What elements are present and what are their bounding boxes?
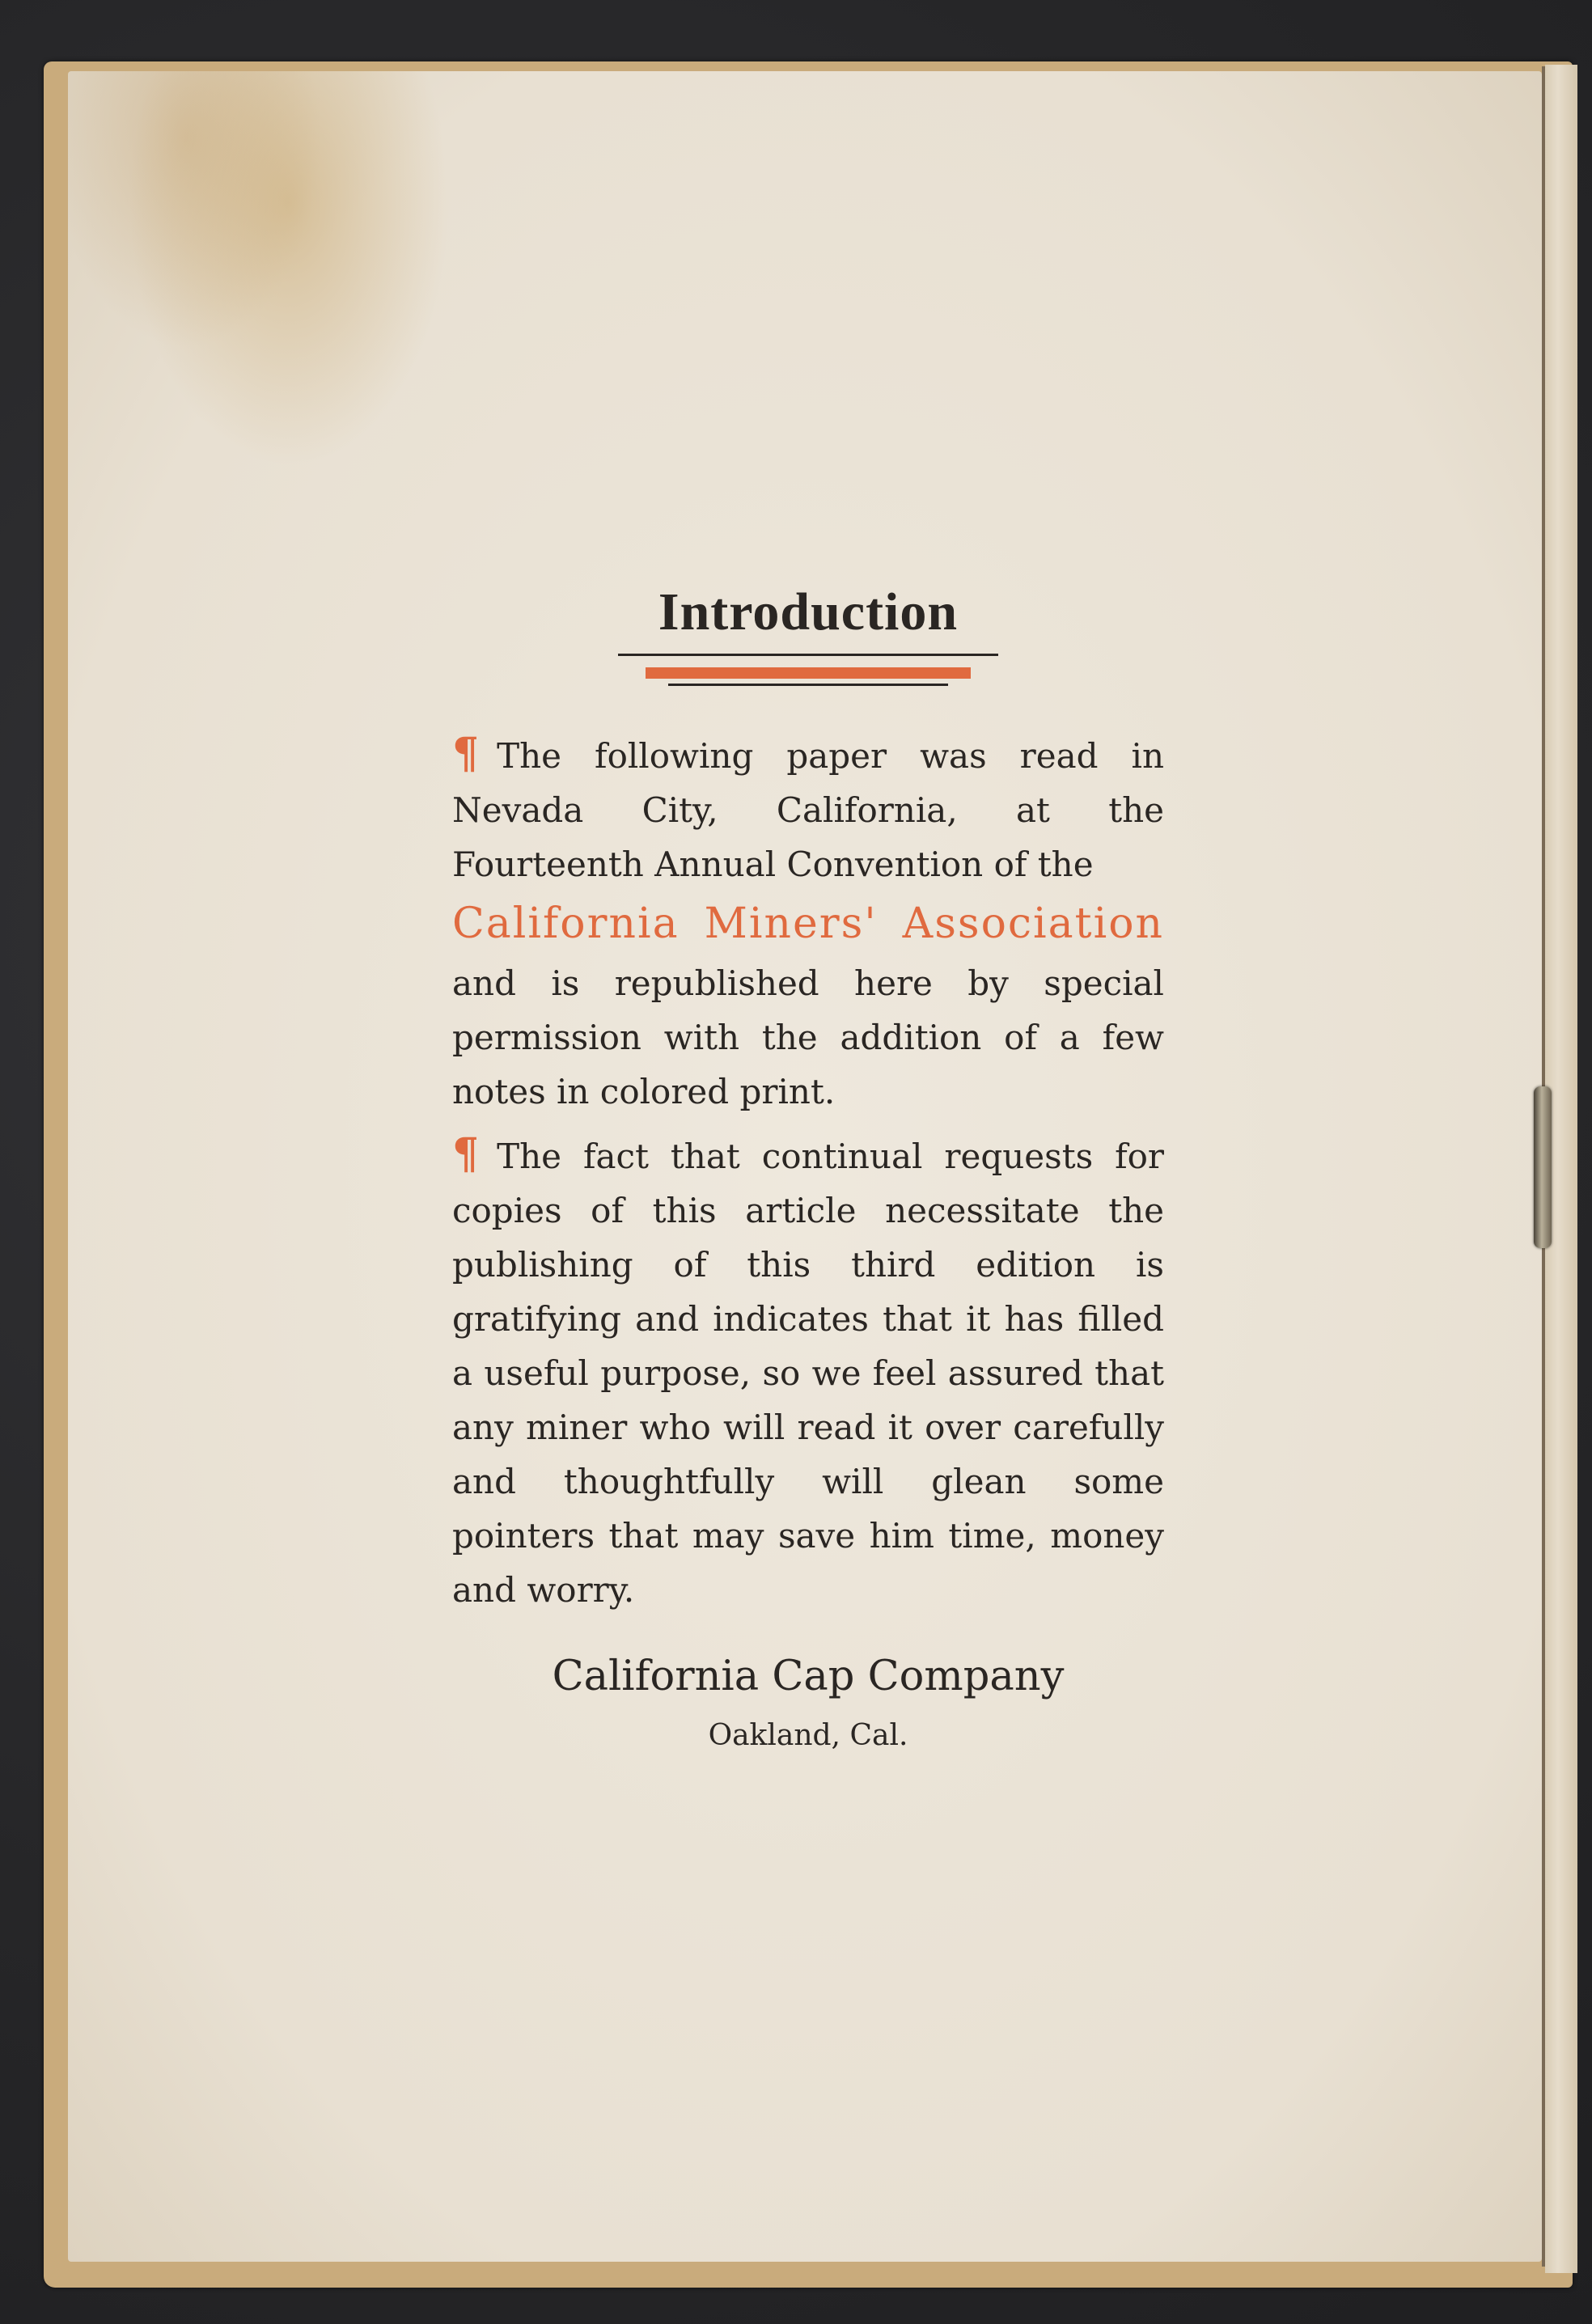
pilcrow-icon: ¶ [452, 729, 480, 778]
page-content [452, 566, 1164, 1750]
intro-paragraph-2 [452, 1127, 1164, 1617]
title-rule-accent [646, 667, 971, 679]
paragraph-1-text-before: The following paper was read in Nevada City, California, at the Fourteenth Annual Convention of the [452, 736, 1164, 884]
page-title: Introduction [658, 582, 959, 641]
company-signature: California Cap Company [552, 1653, 1065, 1700]
paragraph-2-text: The fact that continual requests for copies of this article necessitate the publishing of this third edition is gratifying and indicates that it has filled a useful purpose, so we feel assured that any miner who will read it over carefully and thoughtfully will glean some pointers that may save him time, money and worry. [452, 1137, 1164, 1610]
binding-staple [1534, 1086, 1552, 1248]
company-location: Oakland, Cal. [708, 1719, 908, 1752]
pilcrow-icon: ¶ [452, 1129, 480, 1179]
association-name-highlight: California Miners' Association [452, 900, 1164, 948]
intro-paragraph-1 [452, 726, 1164, 1119]
title-rule-bottom [668, 684, 948, 686]
paragraph-1-text-after: and is republished here by special permission with the addition of a few notes in colored print. [452, 963, 1164, 1111]
title-rule-top [618, 654, 998, 656]
